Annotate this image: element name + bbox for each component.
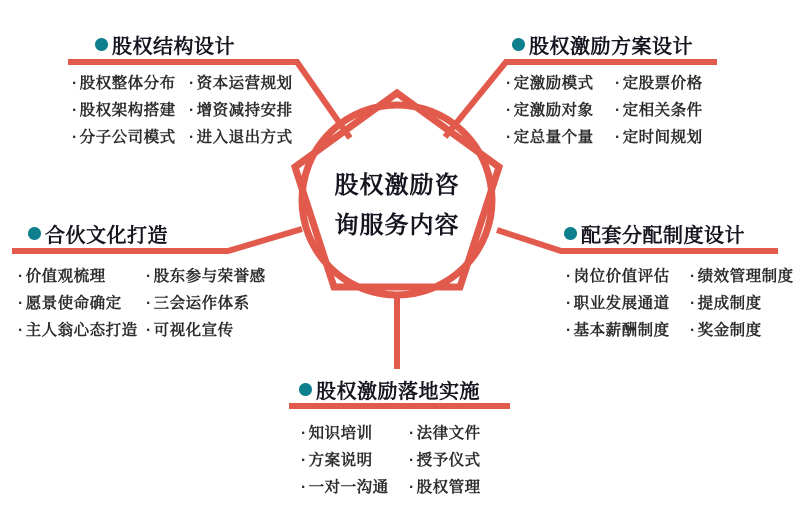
item-label: 方案说明 <box>308 452 373 469</box>
item-column <box>18 263 138 344</box>
item-label: 进入退出方式 <box>196 129 293 146</box>
item-column <box>409 420 481 501</box>
dot-icon: · <box>301 479 307 496</box>
item-label: 定相关条件 <box>622 102 703 119</box>
dot-icon: · <box>72 102 78 119</box>
dot-icon: · <box>301 452 307 469</box>
list-item <box>72 97 176 124</box>
list-item <box>506 70 594 97</box>
list-item <box>506 97 594 124</box>
dot-icon: · <box>189 129 195 146</box>
section-header <box>299 375 480 404</box>
center-title <box>300 166 494 246</box>
item-column <box>615 70 703 151</box>
dot-icon: · <box>409 479 415 496</box>
list-item <box>18 290 138 317</box>
dot-icon: · <box>409 452 415 469</box>
dot-icon: · <box>18 322 24 339</box>
section-title: 股权激励方案设计 <box>529 36 693 58</box>
dot-icon: · <box>146 322 152 339</box>
list-item <box>690 290 794 317</box>
list-item <box>189 97 293 124</box>
item-label: 三会运作体系 <box>153 295 250 312</box>
list-item <box>18 263 138 290</box>
dot-icon: · <box>690 322 696 339</box>
list-item <box>146 317 266 344</box>
list-item <box>615 124 703 151</box>
item-label: 价值观梳理 <box>25 268 106 285</box>
section-title: 股权结构设计 <box>112 36 235 58</box>
list-item <box>72 70 176 97</box>
dot-icon: · <box>566 295 572 312</box>
item-label: 提成制度 <box>697 295 762 312</box>
bullet-icon <box>299 383 312 396</box>
item-label: 绩效管理制度 <box>697 268 794 285</box>
list-item <box>566 263 670 290</box>
dot-icon: · <box>615 75 621 92</box>
dot-icon: · <box>146 268 152 285</box>
item-label: 奖金制度 <box>697 322 762 339</box>
list-item <box>301 447 389 474</box>
dot-icon: · <box>506 102 512 119</box>
section-header <box>512 30 693 59</box>
item-label: 定总量个量 <box>513 129 594 146</box>
list-item <box>409 420 481 447</box>
list-item <box>506 124 594 151</box>
center-title-line-2: 询服务内容 <box>334 212 460 239</box>
dot-icon: · <box>301 425 307 442</box>
item-label: 定股票价格 <box>622 75 703 92</box>
item-label: 股权管理 <box>416 479 481 496</box>
list-item <box>18 317 138 344</box>
item-column <box>506 70 594 151</box>
item-column <box>189 70 293 151</box>
bullet-icon <box>564 227 577 240</box>
item-label: 股东参与荣誉感 <box>153 268 266 285</box>
dot-icon: · <box>72 129 78 146</box>
item-label: 分子公司模式 <box>79 129 176 146</box>
dot-icon: · <box>506 75 512 92</box>
item-label: 资本运营规划 <box>196 75 293 92</box>
bullet-icon <box>512 38 525 51</box>
dot-icon: · <box>409 425 415 442</box>
list-item <box>615 97 703 124</box>
dot-icon: · <box>72 75 78 92</box>
item-label: 主人翁心态打造 <box>25 322 138 339</box>
section-header <box>95 30 235 59</box>
center-title-line-1: 股权激励咨 <box>334 172 460 199</box>
list-item <box>146 263 266 290</box>
dot-icon: · <box>566 322 572 339</box>
item-label: 授予仪式 <box>416 452 481 469</box>
section-header <box>28 219 168 248</box>
section-title: 股权激励落地实施 <box>316 381 480 403</box>
item-column <box>72 70 176 151</box>
item-label: 定激励对象 <box>513 102 594 119</box>
section-title: 配套分配制度设计 <box>581 225 745 247</box>
item-label: 法律文件 <box>416 425 481 442</box>
item-label: 股权整体分布 <box>79 75 176 92</box>
list-item <box>301 474 389 501</box>
item-label: 定激励模式 <box>513 75 594 92</box>
list-item <box>189 124 293 151</box>
item-column <box>301 420 389 501</box>
section-header <box>564 219 745 248</box>
list-item <box>146 290 266 317</box>
item-label: 增资减持安排 <box>196 102 293 119</box>
dot-icon: · <box>690 268 696 285</box>
item-label: 一对一沟通 <box>308 479 389 496</box>
dot-icon: · <box>615 129 621 146</box>
dot-icon: · <box>18 268 24 285</box>
dot-icon: · <box>18 295 24 312</box>
list-item <box>409 474 481 501</box>
item-label: 股权架构搭建 <box>79 102 176 119</box>
dot-icon: · <box>690 295 696 312</box>
section-title: 合伙文化打造 <box>45 225 168 247</box>
dot-icon: · <box>506 129 512 146</box>
list-item <box>615 70 703 97</box>
item-label: 岗位价值评估 <box>573 268 670 285</box>
list-item <box>189 70 293 97</box>
dot-icon: · <box>189 102 195 119</box>
dot-icon: · <box>146 295 152 312</box>
item-column <box>690 263 794 344</box>
bullet-icon <box>28 227 41 240</box>
item-label: 职业发展通道 <box>573 295 670 312</box>
list-item <box>566 290 670 317</box>
dot-icon: · <box>566 268 572 285</box>
item-label: 知识培训 <box>308 425 373 442</box>
bullet-icon <box>95 38 108 51</box>
item-label: 定时间规划 <box>622 129 703 146</box>
item-column <box>566 263 670 344</box>
list-item <box>690 317 794 344</box>
item-label: 愿景使命确定 <box>25 295 122 312</box>
list-item <box>690 263 794 290</box>
list-item <box>566 317 670 344</box>
list-item <box>301 420 389 447</box>
item-label: 基本薪酬制度 <box>573 322 670 339</box>
item-label: 可视化宣传 <box>153 322 234 339</box>
dot-icon: · <box>615 102 621 119</box>
list-item <box>409 447 481 474</box>
item-column <box>146 263 266 344</box>
dot-icon: · <box>189 75 195 92</box>
list-item <box>72 124 176 151</box>
